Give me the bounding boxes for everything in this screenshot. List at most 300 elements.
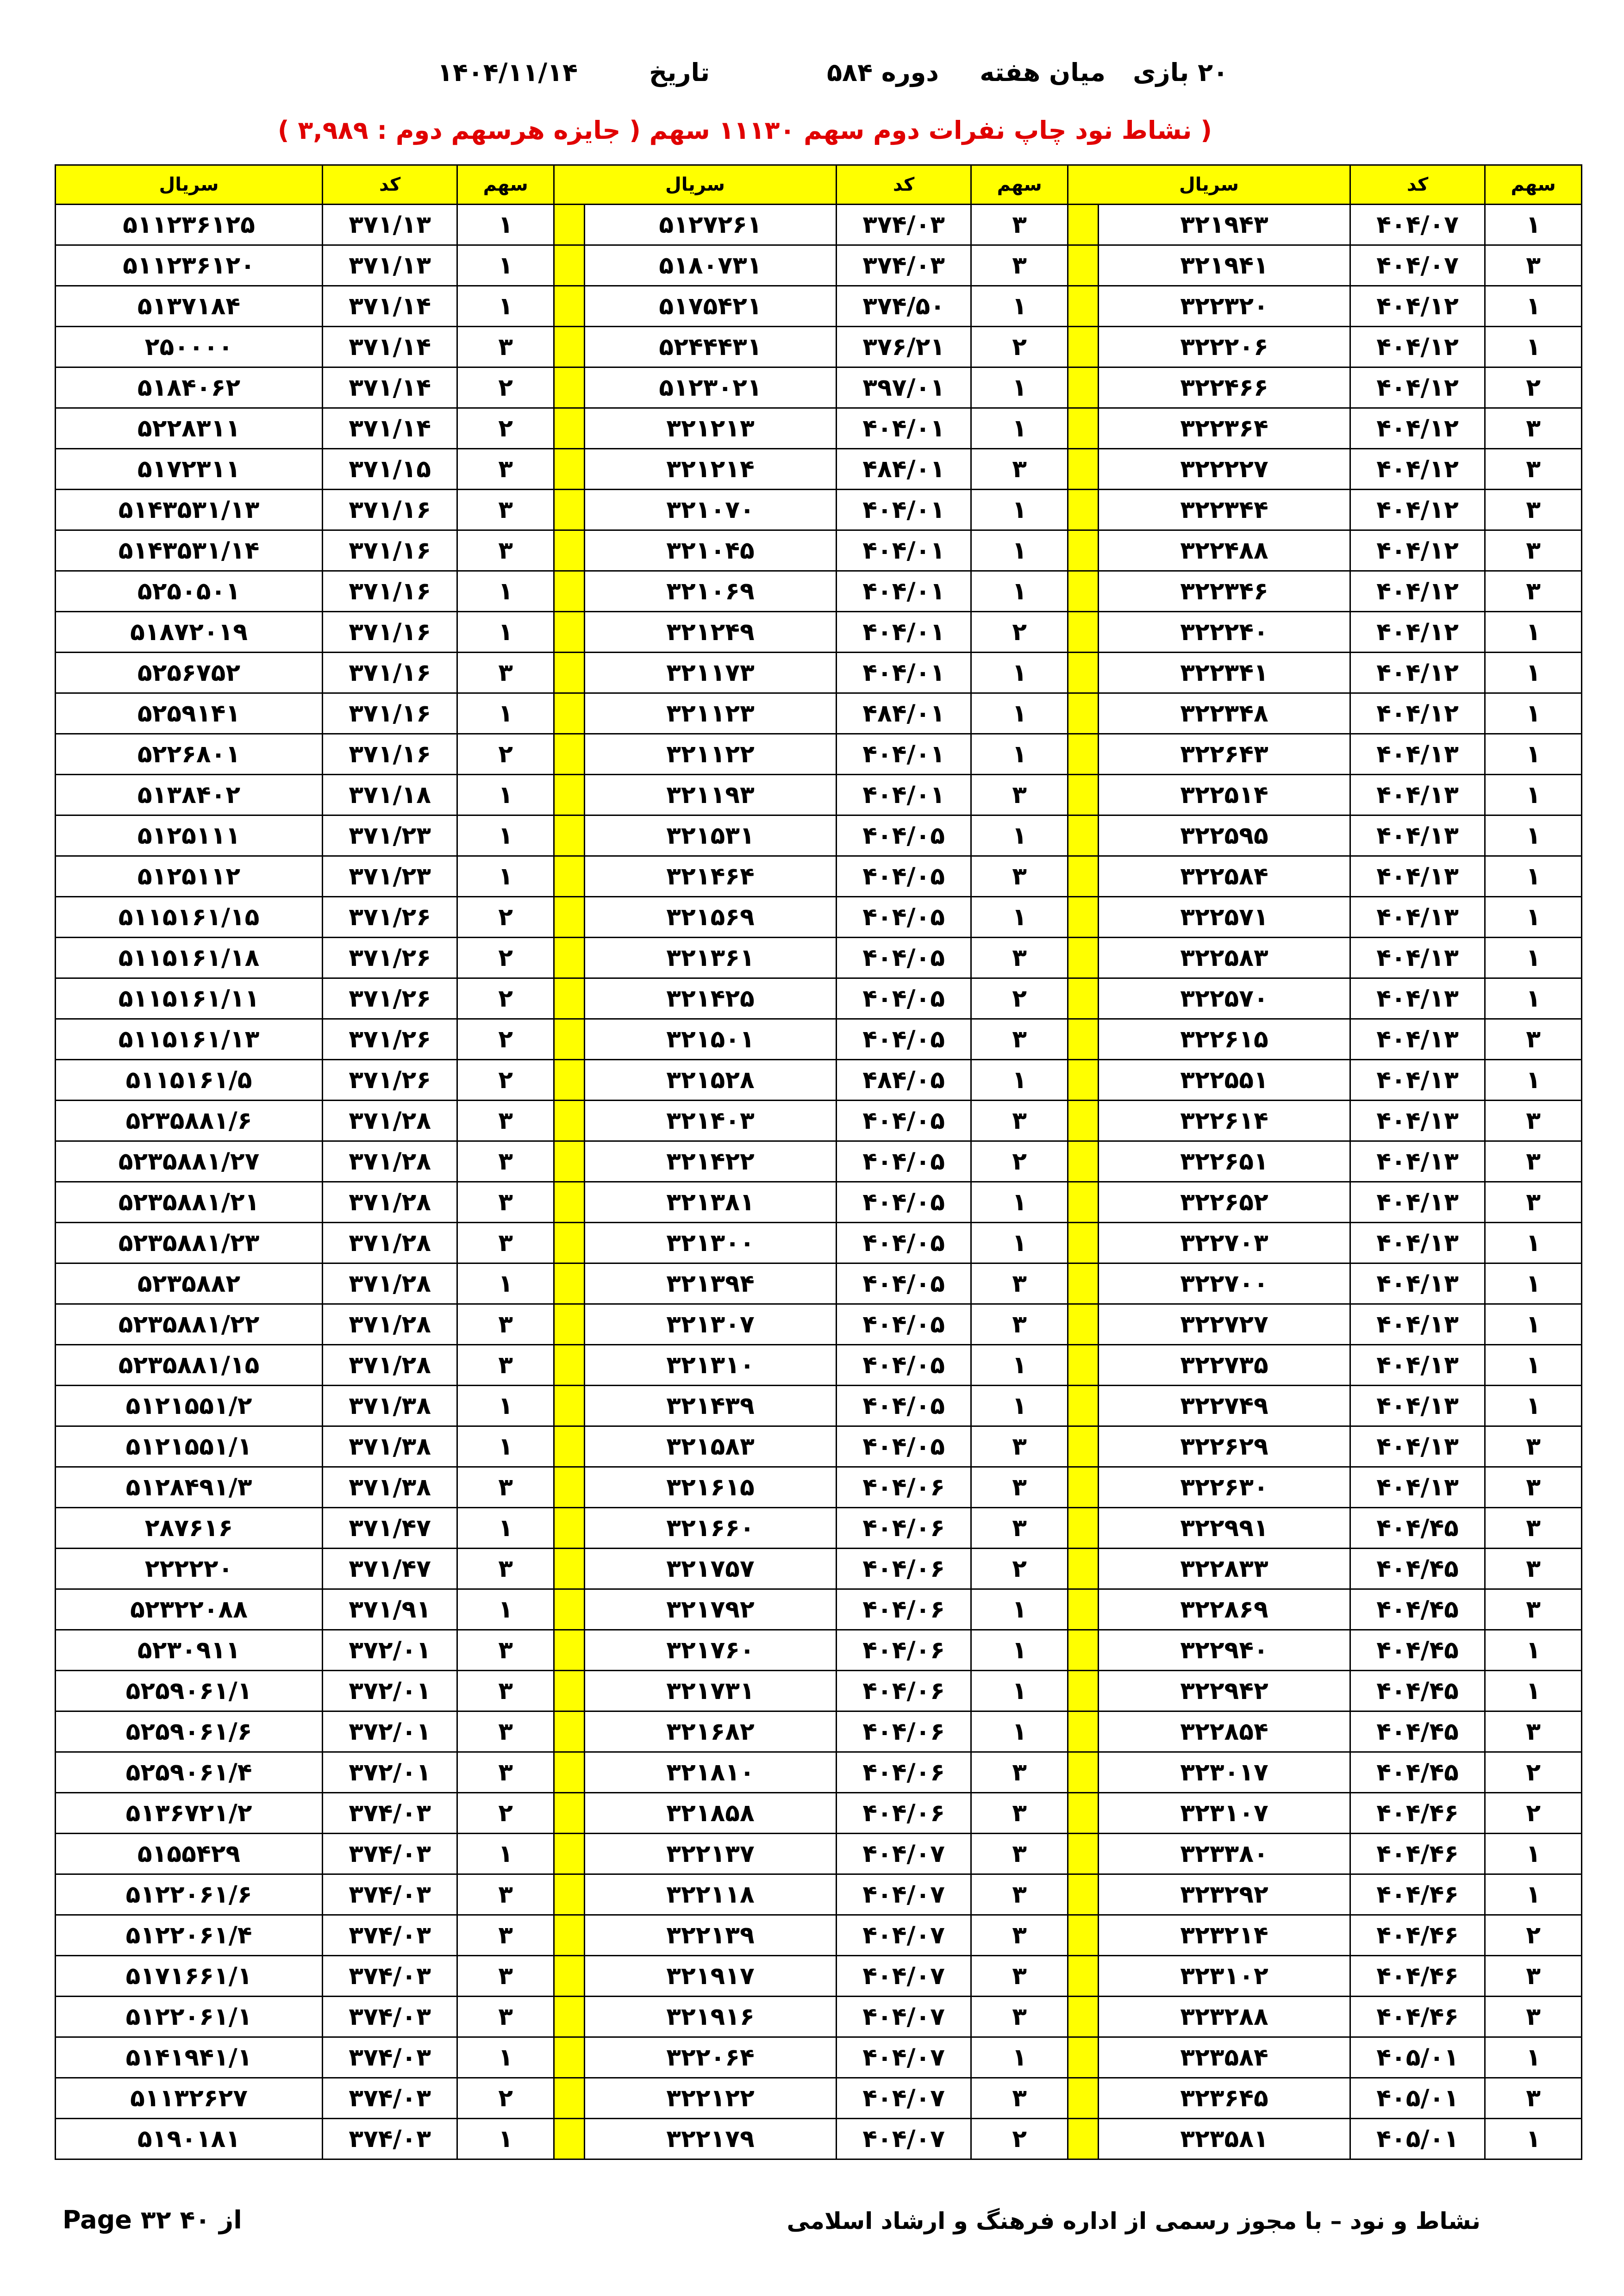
cell-code: ۴۰۴/۴۶ xyxy=(1350,1915,1485,1956)
page-word: Page xyxy=(62,2205,132,2234)
cell-share: ۳ xyxy=(971,245,1068,286)
cell-code: ۳۷۱/۱۶ xyxy=(323,612,457,653)
cell-share: ۱ xyxy=(457,612,554,653)
cell-serial: ۳۲۲۵۹۵ xyxy=(1098,815,1350,856)
cell-code: ۴۰۴/۱۳ xyxy=(1350,1141,1485,1182)
cell-share: ۲ xyxy=(457,1019,554,1060)
cell-share: ۲ xyxy=(457,734,554,775)
cell-serial: ۳۲۲۹۴۰ xyxy=(1098,1630,1350,1671)
cell-code: ۳۷۴/۰۳ xyxy=(323,1997,457,2037)
cell-share: ۲ xyxy=(971,612,1068,653)
cell-code: ۳۷۴/۰۳ xyxy=(837,245,971,286)
cell-serial: ۳۲۲۲۴۰ xyxy=(1098,612,1350,653)
cell-share: ۱ xyxy=(457,1426,554,1467)
cell-share: ۱ xyxy=(1485,286,1582,327)
cell-serial: ۵۱۲۲۰۶۱/۴ xyxy=(56,1915,323,1956)
table-row xyxy=(56,1671,1582,1711)
group-separator xyxy=(554,1589,585,1630)
cell-code: ۴۰۴/۴۵ xyxy=(1350,1549,1485,1589)
cell-code: ۴۰۵/۰۱ xyxy=(1350,2119,1485,2159)
cell-code: ۴۰۴/۱۲ xyxy=(1350,612,1485,653)
group-separator xyxy=(1068,612,1099,653)
cell-code: ۴۰۴/۰۶ xyxy=(837,1549,971,1589)
cell-share: ۳ xyxy=(457,1467,554,1508)
table-row xyxy=(56,1752,1582,1793)
cell-share: ۱ xyxy=(1485,1671,1582,1711)
cell-code: ۴۰۴/۱۲ xyxy=(1350,408,1485,449)
cell-code: ۴۰۴/۱۳ xyxy=(1350,775,1485,815)
cell-serial: ۳۲۱۳۸۱ xyxy=(585,1182,837,1223)
cell-code: ۴۰۴/۱۳ xyxy=(1350,734,1485,775)
cell-serial: ۳۲۱۲۴۹ xyxy=(585,612,837,653)
cell-serial: ۵۲۵۹۰۶۱/۱ xyxy=(56,1671,323,1711)
cell-serial: ۳۲۱۶۱۵ xyxy=(585,1467,837,1508)
cell-share: ۲ xyxy=(457,897,554,938)
cell-serial: ۳۲۱۶۸۲ xyxy=(585,1711,837,1752)
cell-code: ۴۰۴/۰۱ xyxy=(837,612,971,653)
cell-code: ۴۰۴/۰۶ xyxy=(837,1467,971,1508)
cell-code: ۴۰۴/۰۷ xyxy=(837,1956,971,1997)
cell-share: ۱ xyxy=(457,1386,554,1426)
cell-share: ۱ xyxy=(1485,938,1582,978)
table-row xyxy=(56,1956,1582,1997)
cell-serial: ۵۱۴۱۹۴۱/۱ xyxy=(56,2037,323,2078)
cell-code: ۳۷۱/۱۶ xyxy=(323,693,457,734)
cell-code: ۳۷۲/۰۱ xyxy=(323,1752,457,1793)
cell-code: ۴۰۴/۰۱ xyxy=(837,775,971,815)
cell-share: ۱ xyxy=(971,1671,1068,1711)
cell-code: ۴۰۴/۰۵ xyxy=(837,1345,971,1386)
cell-code: ۴۰۴/۰۷ xyxy=(837,1834,971,1874)
group-separator xyxy=(554,1630,585,1671)
table-row xyxy=(56,897,1582,938)
cell-code: ۴۰۴/۰۵ xyxy=(837,1426,971,1467)
cell-serial: ۳۲۲۳۴۴ xyxy=(1098,490,1350,530)
cell-share: ۱ xyxy=(971,1060,1068,1101)
group-separator xyxy=(554,530,585,571)
cell-serial: ۳۲۳۲۱۴ xyxy=(1098,1915,1350,1956)
group-separator xyxy=(1068,1956,1099,1997)
group-separator xyxy=(1068,367,1099,408)
cell-code: ۳۷۱/۱۶ xyxy=(323,530,457,571)
cell-share: ۱ xyxy=(971,367,1068,408)
cell-serial: ۲۲۲۲۲۰ xyxy=(56,1549,323,1589)
table-row xyxy=(56,612,1582,653)
cell-code: ۴۰۴/۰۱ xyxy=(837,490,971,530)
cell-share: ۳ xyxy=(457,1997,554,2037)
cell-code: ۴۰۴/۱۳ xyxy=(1350,1019,1485,1060)
cell-share: ۱ xyxy=(971,530,1068,571)
cell-share: ۱ xyxy=(971,1223,1068,1263)
page-current: ۳۲ xyxy=(140,2205,171,2234)
cell-serial: ۵۱۲۵۱۱۱ xyxy=(56,815,323,856)
group-separator xyxy=(1068,205,1099,245)
group-separator xyxy=(1068,408,1099,449)
cell-serial: ۳۲۲۷۴۹ xyxy=(1098,1386,1350,1426)
cell-share: ۲ xyxy=(457,1793,554,1834)
cell-serial: ۳۲۲۶۵۲ xyxy=(1098,1182,1350,1223)
cell-serial: ۳۲۲۶۳۰ xyxy=(1098,1467,1350,1508)
cell-share: ۱ xyxy=(457,245,554,286)
cell-code: ۴۰۴/۴۵ xyxy=(1350,1508,1485,1549)
cell-share: ۲ xyxy=(1485,367,1582,408)
group-separator xyxy=(554,897,585,938)
cell-share: ۳ xyxy=(457,1223,554,1263)
cell-share: ۳ xyxy=(971,1956,1068,1997)
group-separator xyxy=(1068,856,1099,897)
group-separator xyxy=(554,1508,585,1549)
cell-code: ۳۷۱/۳۸ xyxy=(323,1426,457,1467)
group-separator xyxy=(1068,1874,1099,1915)
cell-serial: ۳۲۲۱۳۹ xyxy=(585,1915,837,1956)
cell-share: ۱ xyxy=(971,1589,1068,1630)
group-separator xyxy=(554,1671,585,1711)
cell-code: ۳۷۱/۱۶ xyxy=(323,571,457,612)
cell-serial: ۳۲۲۷۲۷ xyxy=(1098,1304,1350,1345)
group-separator xyxy=(554,449,585,490)
group-separator xyxy=(554,2037,585,2078)
group-separator xyxy=(1068,327,1099,367)
cell-serial: ۳۲۲۵۷۰ xyxy=(1098,978,1350,1019)
cell-code: ۴۰۴/۰۵ xyxy=(837,897,971,938)
cell-share: ۳ xyxy=(1485,1182,1582,1223)
cell-serial: ۳۲۱۴۳۹ xyxy=(585,1386,837,1426)
cell-serial: ۳۲۳۳۸۰ xyxy=(1098,1834,1350,1874)
cell-serial: ۵۲۵۹۰۶۱/۴ xyxy=(56,1752,323,1793)
cell-share: ۱ xyxy=(457,205,554,245)
cell-serial: ۲۵۰۰۰۰ xyxy=(56,327,323,367)
cell-code: ۴۰۴/۱۲ xyxy=(1350,286,1485,327)
cell-share: ۲ xyxy=(457,408,554,449)
cell-code: ۴۰۴/۰۶ xyxy=(837,1671,971,1711)
cell-share: ۳ xyxy=(1485,1508,1582,1549)
cell-serial: ۵۲۳۵۸۸۱/۲۱ xyxy=(56,1182,323,1223)
cell-share: ۳ xyxy=(457,1956,554,1997)
cell-code: ۴۰۵/۰۱ xyxy=(1350,2037,1485,2078)
cell-code: ۳۹۷/۰۱ xyxy=(837,367,971,408)
cell-code: ۴۰۴/۴۶ xyxy=(1350,1874,1485,1915)
cell-share: ۱ xyxy=(1485,2119,1582,2159)
period-label: دوره ۵۸۴ xyxy=(827,58,939,87)
cell-serial: ۳۲۱۵۶۹ xyxy=(585,897,837,938)
cell-serial: ۵۱۸۴۰۶۲ xyxy=(56,367,323,408)
group-separator xyxy=(1068,1589,1099,1630)
cell-serial: ۳۲۱۱۲۳ xyxy=(585,693,837,734)
group-separator xyxy=(1068,1752,1099,1793)
cell-share: ۳ xyxy=(971,856,1068,897)
cell-share: ۳ xyxy=(971,1426,1068,1467)
cell-code: ۴۰۴/۰۱ xyxy=(837,530,971,571)
cell-code: ۴۰۴/۰۷ xyxy=(837,1997,971,2037)
table-header-row xyxy=(56,165,1582,205)
cell-code: ۴۸۴/۰۱ xyxy=(837,449,971,490)
table-row xyxy=(56,1141,1582,1182)
cell-serial: ۵۱۱۵۱۶۱/۱۳ xyxy=(56,1019,323,1060)
page-indicator xyxy=(62,2205,242,2234)
cell-code: ۳۷۱/۱۴ xyxy=(323,327,457,367)
table-row xyxy=(56,1834,1582,1874)
cell-serial: ۳۲۲۵۵۱ xyxy=(1098,1060,1350,1101)
cell-serial: ۵۲۲۶۸۰۱ xyxy=(56,734,323,775)
cell-serial: ۳۲۲۵۸۳ xyxy=(1098,938,1350,978)
cell-serial: ۳۲۲۹۹۱ xyxy=(1098,1508,1350,1549)
group-separator xyxy=(554,1345,585,1386)
cell-share: ۳ xyxy=(1485,245,1582,286)
cell-serial: ۳۲۱۶۶۰ xyxy=(585,1508,837,1549)
cell-serial: ۵۲۵۹۱۴۱ xyxy=(56,693,323,734)
group-separator xyxy=(554,1101,585,1141)
cell-code: ۴۸۴/۰۱ xyxy=(837,693,971,734)
date-label: تاریخ xyxy=(649,58,710,87)
cell-code: ۴۰۴/۰۷ xyxy=(837,1915,971,1956)
cell-serial: ۵۲۳۵۸۸۱/۲۷ xyxy=(56,1141,323,1182)
cell-share: ۱ xyxy=(1485,1263,1582,1304)
group-separator xyxy=(554,2119,585,2159)
group-separator xyxy=(554,1019,585,1060)
group-separator xyxy=(1068,897,1099,938)
table-row xyxy=(56,734,1582,775)
cell-share: ۲ xyxy=(457,1060,554,1101)
cell-share: ۱ xyxy=(1485,1386,1582,1426)
group-separator xyxy=(554,1426,585,1467)
cell-share: ۳ xyxy=(457,1915,554,1956)
group-separator xyxy=(554,938,585,978)
cell-serial: ۳۲۱۱۹۳ xyxy=(585,775,837,815)
cell-serial: ۵۱۳۷۱۸۴ xyxy=(56,286,323,327)
cell-code: ۴۰۴/۴۵ xyxy=(1350,1752,1485,1793)
cell-share: ۳ xyxy=(1485,1426,1582,1467)
cell-serial: ۳۲۱۴۲۲ xyxy=(585,1141,837,1182)
table-row xyxy=(56,1549,1582,1589)
group-separator xyxy=(1068,530,1099,571)
cell-serial: ۳۲۱۴۶۴ xyxy=(585,856,837,897)
cell-code: ۳۷۱/۲۸ xyxy=(323,1263,457,1304)
cell-share: ۱ xyxy=(457,693,554,734)
cell-serial: ۳۲۱۹۴۳ xyxy=(1098,205,1350,245)
cell-code: ۴۰۴/۱۳ xyxy=(1350,897,1485,938)
cell-serial: ۵۱۱۳۲۶۲۷ xyxy=(56,2078,323,2119)
group-separator xyxy=(1068,734,1099,775)
cell-serial: ۳۲۳۱۰۷ xyxy=(1098,1793,1350,1834)
group-separator xyxy=(1068,1304,1099,1345)
cell-serial: ۵۱۲۲۰۶۱/۱ xyxy=(56,1997,323,2037)
cell-serial: ۳۲۲۹۴۲ xyxy=(1098,1671,1350,1711)
cell-code: ۴۰۴/۰۵ xyxy=(837,1386,971,1426)
table-row xyxy=(56,1223,1582,1263)
cell-serial: ۵۲۵۰۵۰۱ xyxy=(56,571,323,612)
group-separator xyxy=(1068,1467,1099,1508)
table-row xyxy=(56,2119,1582,2159)
cell-code: ۴۰۴/۱۳ xyxy=(1350,1304,1485,1345)
cell-share: ۱ xyxy=(1485,734,1582,775)
cell-share: ۱ xyxy=(971,1711,1068,1752)
group-separator xyxy=(1068,2119,1099,2159)
cell-serial: ۳۲۳۲۸۸ xyxy=(1098,1997,1350,2037)
cell-serial: ۵۱۲۵۱۱۲ xyxy=(56,856,323,897)
cell-serial: ۳۲۲۶۱۴ xyxy=(1098,1101,1350,1141)
cell-code: ۴۰۴/۰۶ xyxy=(837,1630,971,1671)
cell-share: ۱ xyxy=(971,286,1068,327)
cell-share: ۱ xyxy=(1485,1223,1582,1263)
table-row xyxy=(56,408,1582,449)
cell-serial: ۳۲۱۵۰۱ xyxy=(585,1019,837,1060)
cell-serial: ۵۱۴۳۵۳۱/۱۴ xyxy=(56,530,323,571)
cell-serial: ۵۱۱۵۱۶۱/۱۸ xyxy=(56,938,323,978)
cell-code: ۴۰۴/۱۳ xyxy=(1350,978,1485,1019)
cell-code: ۴۸۴/۰۵ xyxy=(837,1060,971,1101)
group-separator xyxy=(554,1223,585,1263)
cell-serial: ۵۱۵۵۴۲۹ xyxy=(56,1834,323,1874)
group-separator xyxy=(554,815,585,856)
group-separator xyxy=(554,245,585,286)
cell-share: ۳ xyxy=(971,1793,1068,1834)
cell-serial: ۳۲۱۱۲۲ xyxy=(585,734,837,775)
cell-code: ۳۷۱/۱۸ xyxy=(323,775,457,815)
page-total: از ۴۰ xyxy=(180,2205,242,2234)
cell-serial: ۳۲۲۳۲۰ xyxy=(1098,286,1350,327)
cell-code: ۴۰۴/۰۵ xyxy=(837,938,971,978)
cell-code: ۳۷۱/۱۴ xyxy=(323,408,457,449)
cell-serial: ۳۲۳۵۸۴ xyxy=(1098,2037,1350,2078)
cell-code: ۴۰۴/۰۵ xyxy=(837,1263,971,1304)
cell-serial: ۵۱۸۷۲۰۱۹ xyxy=(56,612,323,653)
cell-share: ۲ xyxy=(1485,1915,1582,1956)
day-label: میان هفته xyxy=(980,58,1106,87)
cell-serial: ۵۱۱۲۳۶۱۲۰ xyxy=(56,245,323,286)
cell-serial: ۳۲۱۲۱۳ xyxy=(585,408,837,449)
cell-share: ۳ xyxy=(457,1671,554,1711)
cell-serial: ۳۲۱۰۷۰ xyxy=(585,490,837,530)
group-separator xyxy=(554,205,585,245)
group-separator xyxy=(554,490,585,530)
group-separator xyxy=(1068,286,1099,327)
cell-code: ۴۰۴/۱۲ xyxy=(1350,530,1485,571)
cell-serial: ۵۲۵۹۰۶۱/۶ xyxy=(56,1711,323,1752)
cell-code: ۳۷۲/۰۱ xyxy=(323,1630,457,1671)
cell-serial: ۵۱۲۷۲۶۱ xyxy=(585,205,837,245)
cell-serial: ۳۲۱۹۱۶ xyxy=(585,1997,837,2037)
group-separator xyxy=(554,978,585,1019)
col-code-header: کد xyxy=(1350,165,1485,205)
cell-code: ۳۷۴/۰۳ xyxy=(323,1793,457,1834)
group-separator xyxy=(1068,2078,1099,2119)
cell-share: ۱ xyxy=(1485,1874,1582,1915)
group-separator xyxy=(1068,978,1099,1019)
cell-share: ۳ xyxy=(1485,1997,1582,2037)
cell-share: ۱ xyxy=(971,897,1068,938)
group-separator xyxy=(554,1141,585,1182)
cell-serial: ۳۲۳۰۱۷ xyxy=(1098,1752,1350,1793)
cell-serial: ۳۲۱۱۷۳ xyxy=(585,653,837,693)
group-separator xyxy=(1068,693,1099,734)
cell-code: ۴۰۴/۰۶ xyxy=(837,1589,971,1630)
cell-share: ۱ xyxy=(971,1182,1068,1223)
group-separator xyxy=(1068,1223,1099,1263)
cell-code: ۴۰۴/۱۳ xyxy=(1350,1263,1485,1304)
table-row xyxy=(56,1508,1582,1549)
cell-code: ۴۰۴/۰۵ xyxy=(837,815,971,856)
cell-share: ۱ xyxy=(1485,327,1582,367)
cell-share: ۱ xyxy=(457,856,554,897)
group-separator xyxy=(1068,815,1099,856)
cell-serial: ۳۲۲۱۷۹ xyxy=(585,2119,837,2159)
group-separator xyxy=(554,2078,585,2119)
table-row xyxy=(56,449,1582,490)
cell-serial: ۳۲۳۵۸۱ xyxy=(1098,2119,1350,2159)
cell-serial: ۵۱۱۲۳۶۱۲۵ xyxy=(56,205,323,245)
table-row xyxy=(56,1915,1582,1956)
table-row xyxy=(56,1711,1582,1752)
cell-code: ۳۷۱/۳۸ xyxy=(323,1386,457,1426)
cell-share: ۱ xyxy=(971,571,1068,612)
table-row xyxy=(56,1304,1582,1345)
cell-share: ۳ xyxy=(971,2078,1068,2119)
table-row xyxy=(56,1630,1582,1671)
group-separator xyxy=(1068,775,1099,815)
cell-code: ۴۰۴/۱۳ xyxy=(1350,1182,1485,1223)
cell-share: ۳ xyxy=(971,1101,1068,1141)
cell-code: ۴۰۴/۰۷ xyxy=(1350,205,1485,245)
cell-code: ۴۰۴/۱۳ xyxy=(1350,1386,1485,1426)
cell-code: ۳۷۱/۲۳ xyxy=(323,815,457,856)
cell-serial: ۵۱۴۳۵۳۱/۱۳ xyxy=(56,490,323,530)
cell-share: ۳ xyxy=(1485,1019,1582,1060)
cell-serial: ۳۲۳۶۴۵ xyxy=(1098,2078,1350,2119)
cell-code: ۴۰۴/۱۲ xyxy=(1350,653,1485,693)
cell-code: ۳۷۱/۱۶ xyxy=(323,734,457,775)
cell-share: ۱ xyxy=(1485,612,1582,653)
group-separator xyxy=(1068,1508,1099,1549)
cell-serial: ۳۲۱۵۲۸ xyxy=(585,1060,837,1101)
table-row xyxy=(56,938,1582,978)
cell-share: ۲ xyxy=(971,1549,1068,1589)
group-separator xyxy=(554,1752,585,1793)
group-separator xyxy=(554,612,585,653)
cell-share: ۳ xyxy=(1485,1956,1582,1997)
cell-code: ۴۰۴/۰۷ xyxy=(837,2078,971,2119)
cell-serial: ۵۱۷۱۶۶۱/۱ xyxy=(56,1956,323,1997)
group-separator xyxy=(554,734,585,775)
cell-serial: ۳۲۱۲۱۴ xyxy=(585,449,837,490)
cell-serial: ۵۲۵۶۷۵۲ xyxy=(56,653,323,693)
group-separator xyxy=(554,1467,585,1508)
cell-serial: ۳۲۲۱۳۷ xyxy=(585,1834,837,1874)
cell-share: ۱ xyxy=(1485,815,1582,856)
table-row xyxy=(56,1793,1582,1834)
table-row xyxy=(56,1997,1582,2037)
cell-code: ۳۷۱/۱۳ xyxy=(323,205,457,245)
winners-table xyxy=(55,164,1582,2160)
cell-code: ۴۰۴/۱۲ xyxy=(1350,327,1485,367)
table-row xyxy=(56,775,1582,815)
cell-share: ۲ xyxy=(457,367,554,408)
cell-share: ۱ xyxy=(1485,856,1582,897)
cell-code: ۴۰۴/۱۲ xyxy=(1350,571,1485,612)
cell-serial: ۳۲۱۸۵۸ xyxy=(585,1793,837,1834)
cell-serial: ۵۲۳۵۸۸۱/۱۵ xyxy=(56,1345,323,1386)
cell-share: ۱ xyxy=(971,1386,1068,1426)
cell-share: ۲ xyxy=(1485,1752,1582,1793)
cell-code: ۳۷۴/۰۳ xyxy=(323,1874,457,1915)
cell-share: ۱ xyxy=(1485,2037,1582,2078)
col-serial-header: سریال xyxy=(554,165,837,205)
cell-share: ۳ xyxy=(457,530,554,571)
cell-share: ۲ xyxy=(457,938,554,978)
cell-serial: ۵۲۳۵۸۸۱/۶ xyxy=(56,1101,323,1141)
cell-serial: ۳۲۲۰۶۴ xyxy=(585,2037,837,2078)
cell-share: ۳ xyxy=(457,1182,554,1223)
cell-code: ۴۰۴/۰۶ xyxy=(837,1508,971,1549)
